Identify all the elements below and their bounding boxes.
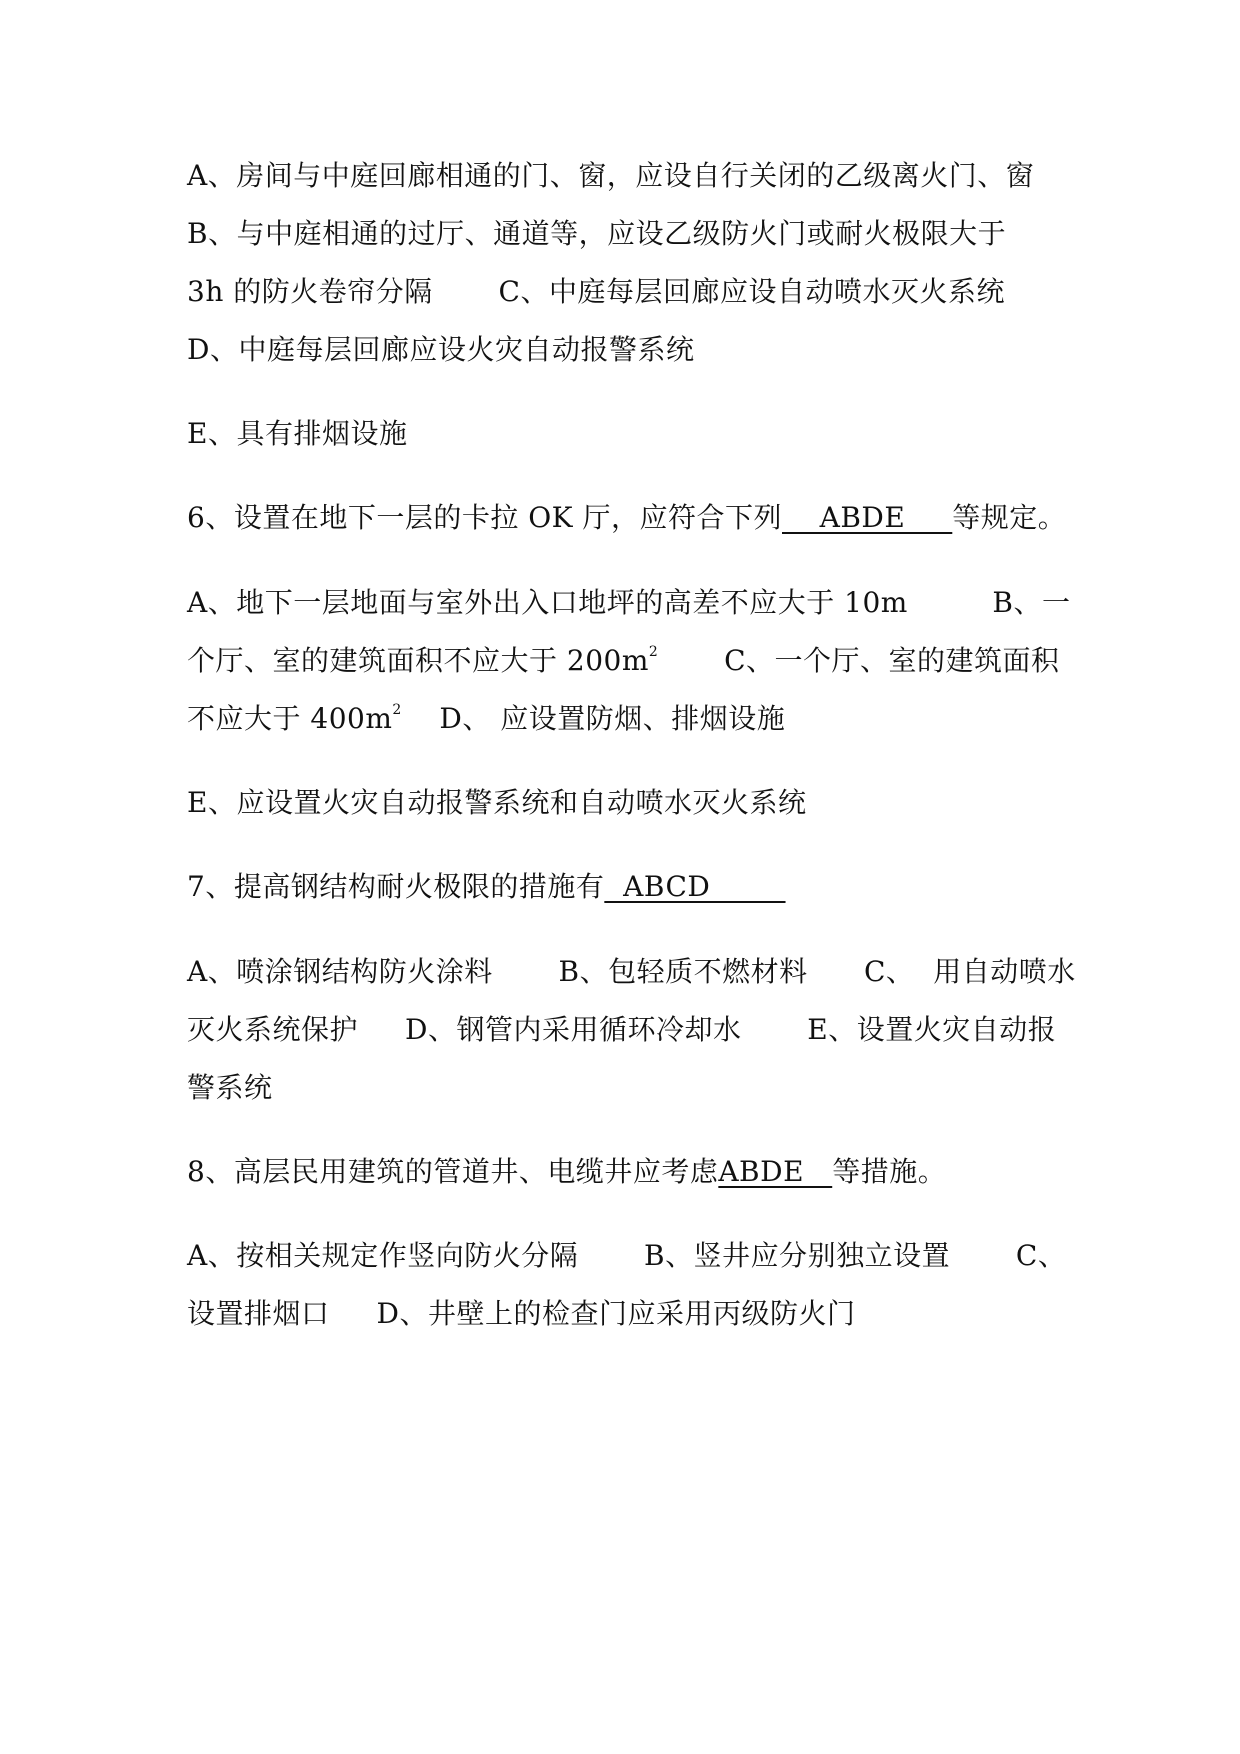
option-8a-8c: A、按相关规定作竖向防火分隔 B、竖井应分别独立设置 C、 <box>187 1239 1067 1272</box>
option-6c-text: C、一个厅、室的建筑面积 <box>658 644 1060 677</box>
option-5e: E、具有排烟设施 <box>187 417 408 450</box>
superscript: 2 <box>648 644 659 660</box>
option-6c-cont: 不应大于 400m <box>187 702 393 735</box>
option-5a: A、房间与中庭回廊相通的门、窗，应设自行关闭的乙级离火门、窗 <box>187 159 1035 192</box>
superscript: 2 <box>392 702 402 718</box>
question-7-answer: ABCD <box>604 870 786 903</box>
option-6b-6c <box>187 643 1060 679</box>
option-6a: A、地下一层地面与室外出入口地坪的高差不应大于 10m B、一 <box>187 586 1071 619</box>
question-6-text: 6、设置在地下一层的卡拉 OK 厅，应符合下列 <box>187 501 782 534</box>
question-6-suffix: 等规定。 <box>952 501 1067 534</box>
option-7e-cont: 警系统 <box>187 1071 273 1104</box>
option-7c-7e: 灭火系统保护 D、钢管内采用循环冷却水 E、设置火灾自动报 <box>187 1013 1057 1046</box>
option-8c-8d: 设置排烟口 D、井壁上的检查门应采用丙级防火门 <box>187 1297 856 1330</box>
question-6 <box>187 500 1066 536</box>
question-8-answer: ABDE <box>718 1155 833 1188</box>
option-6e: E、应设置火灾自动报警系统和自动喷水灭火系统 <box>187 786 807 819</box>
option-5b-5c: 3h 的防火卷帘分隔 C、中庭每层回廊应设自动喷水灭火系统 <box>187 275 1005 308</box>
option-6c-6d <box>187 701 785 737</box>
option-6b-text: 个厅、室的建筑面积不应大于 200m <box>187 644 649 677</box>
option-5b: B、与中庭相通的过厅、通道等，应设乙级防火门或耐火极限大于 <box>187 217 1007 250</box>
option-5d: D、中庭每层回廊应设火灾自动报警系统 <box>187 333 695 366</box>
question-8-suffix: 等措施。 <box>832 1155 947 1188</box>
question-6-answer: ABDE <box>782 501 953 534</box>
question-8-text: 8、高层民用建筑的管道井、电缆井应考虑 <box>187 1155 719 1188</box>
option-6d-text: D、 应设置防烟、排烟设施 <box>401 702 786 735</box>
question-7 <box>187 869 786 905</box>
option-7a-7c: A、喷涂钢结构防火涂料 B、包轻质不燃材料 C、 用自动喷水 <box>187 955 1076 988</box>
question-7-text: 7、提高钢结构耐火极限的措施有 <box>187 870 605 903</box>
question-8 <box>187 1154 946 1190</box>
